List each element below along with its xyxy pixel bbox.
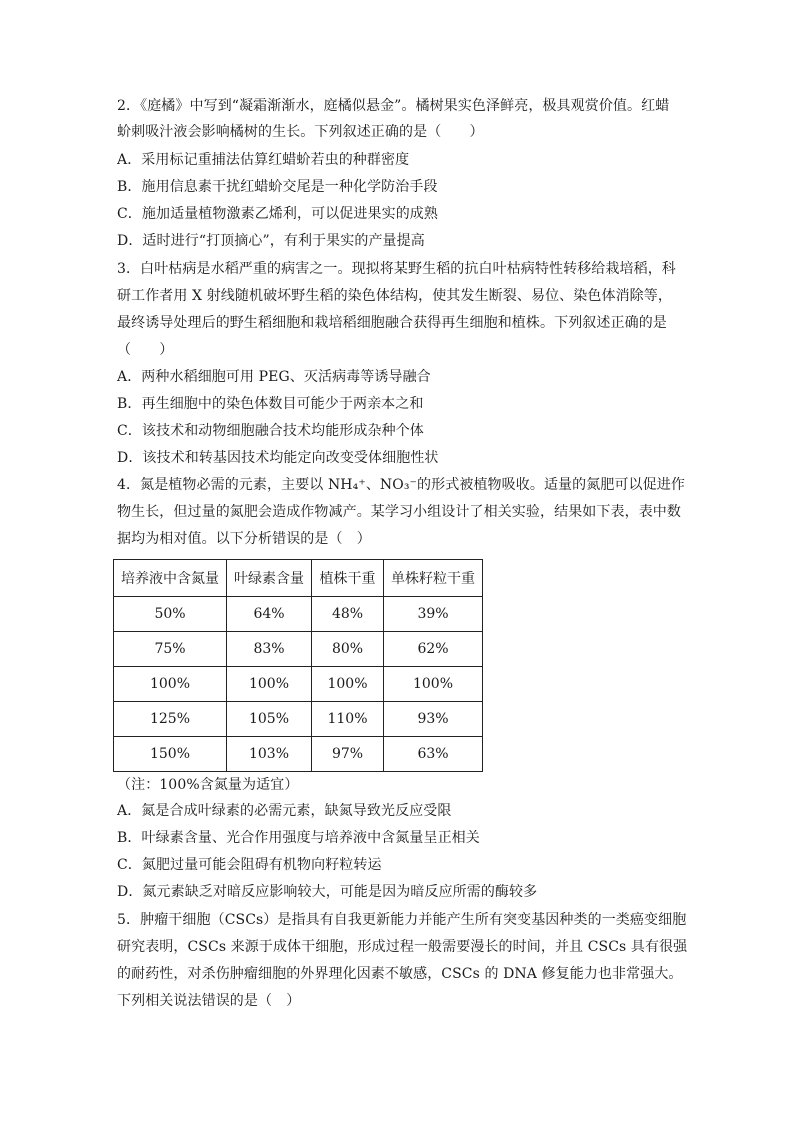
q2-stem-line-2: 蚧刺吸汁液会影响橘树的生长。下列叙述正确的是（ ） [117,124,484,140]
q4-stem-line-3: 据均为相对值。以下分析错误的是（ ） [117,531,371,547]
table-header-row [114,560,483,597]
q4-option-a: A．氮是合成叶绿素的必需元素，缺氮导致光反应受限 [117,803,452,819]
table-header-cell: 培养液中含氮量 [114,560,227,597]
q5-stem-line-2: 研究表明，CSCs 来源于成体干细胞，形成过程一般需要漫长的时间，并且 CSCs 具有很强 [117,939,688,955]
table-cell: 100% [114,667,227,702]
table-row [114,597,483,632]
table-cell: 150% [114,737,227,772]
table-cell: 63% [384,737,483,772]
table-header-cell: 单株籽粒干重 [384,560,483,597]
table-header-cell: 植株干重 [312,560,384,597]
q2-option-c: C．施加适量植物激素乙烯利，可以促进果实的成熟 [117,206,439,222]
table-row [114,737,483,772]
q3-stem-line-2: 研工作者用 X 射线随机破坏野生稻的染色体结构，使其发生断裂、易位、染色体消除等， [117,288,672,304]
table-row [114,632,483,667]
table-cell: 64% [227,597,312,632]
table-cell: 105% [227,702,312,737]
table-cell: 93% [384,702,483,737]
q4-stem-line-2: 物生长，但过量的氮肥会造成作物减产。某学习小组设计了相关实验，结果如下表，表中数 [117,504,681,520]
q3-option-d: D．该技术和转基因技术均能定向改变受体细胞性状 [117,450,439,466]
table-cell: 50% [114,597,227,632]
table-cell: 83% [227,632,312,667]
table-cell: 62% [384,632,483,667]
q3-stem-line-4: （ ） [117,342,174,358]
q2-stem-line-1: 2．《庭橘》中写到“凝霜渐渐水，庭橘似悬金”。橘树果实色泽鲜亮，极具观赏价值。红蜡 [117,98,670,114]
table-cell: 100% [384,667,483,702]
q5-stem-line-4: 下列相关说法错误的是（ ） [117,993,301,1009]
q5-stem-line-3: 的耐药性，对杀伤肿瘤细胞的外界理化因素不敏感，CSCs 的 DNA 修复能力也非常强大。 [117,966,683,982]
table-cell: 97% [312,737,384,772]
q3-option-a: A．两种水稻细胞可用 PEG、灭活病毒等诱导融合 [117,369,431,385]
q4-stem-line-1: 4．氮是植物必需的元素，主要以 NH₄⁺、NO₃⁻的形式被植物吸收。适量的氮肥可以促进作 [117,477,685,493]
q4-option-b: B．叶绿素含量、光合作用强度与培养液中含氮量呈正相关 [117,830,480,846]
table-cell: 75% [114,632,227,667]
q2-option-a: A．采用标记重捕法估算红蜡蚧若虫的种群密度 [117,152,410,168]
q2-option-b: B．施用信息素干扰红蜡蚧交尾是一种化学防治手段 [117,179,438,195]
table-cell: 100% [312,667,384,702]
table-cell: 80% [312,632,384,667]
table-row [114,667,483,702]
nitrogen-data-table [113,559,483,772]
table-cell: 48% [312,597,384,632]
table-cell: 110% [312,702,384,737]
table-cell: 125% [114,702,227,737]
q3-stem-line-3: 最终诱导处理后的野生稻细胞和栽培稻细胞融合获得再生细胞和植株。下列叙述正确的是 [117,315,667,331]
q3-option-c: C．该技术和动物细胞融合技术均能形成杂种个体 [117,423,424,439]
q4-table-note: （注：100%含氮量为适宜） [117,777,299,793]
table-cell: 39% [384,597,483,632]
q3-option-b: B．再生细胞中的染色体数目可能少于两亲本之和 [117,396,424,412]
q4-option-c: C．氮肥过量可能会阻碍有机物向籽粒转运 [117,857,382,873]
table-cell: 100% [227,667,312,702]
q3-stem-line-1: 3．白叶枯病是水稻严重的病害之一。现拟将某野生稻的抗白叶枯病特性转移给栽培稻，科 [117,261,676,277]
table-row [114,702,483,737]
q4-option-d: D．氮元素缺乏对暗反应影响较大，可能是因为暗反应所需的酶较多 [117,884,538,900]
q2-option-d: D．适时进行“打顶摘心”，有利于果实的产量提高 [117,233,425,249]
table-header-cell: 叶绿素含量 [227,560,312,597]
table-cell: 103% [227,737,312,772]
q5-stem-line-1: 5．肿瘤干细胞（CSCs）是指具有自我更新能力并能产生所有突变基因种类的一类癌变细胞 [117,912,687,928]
